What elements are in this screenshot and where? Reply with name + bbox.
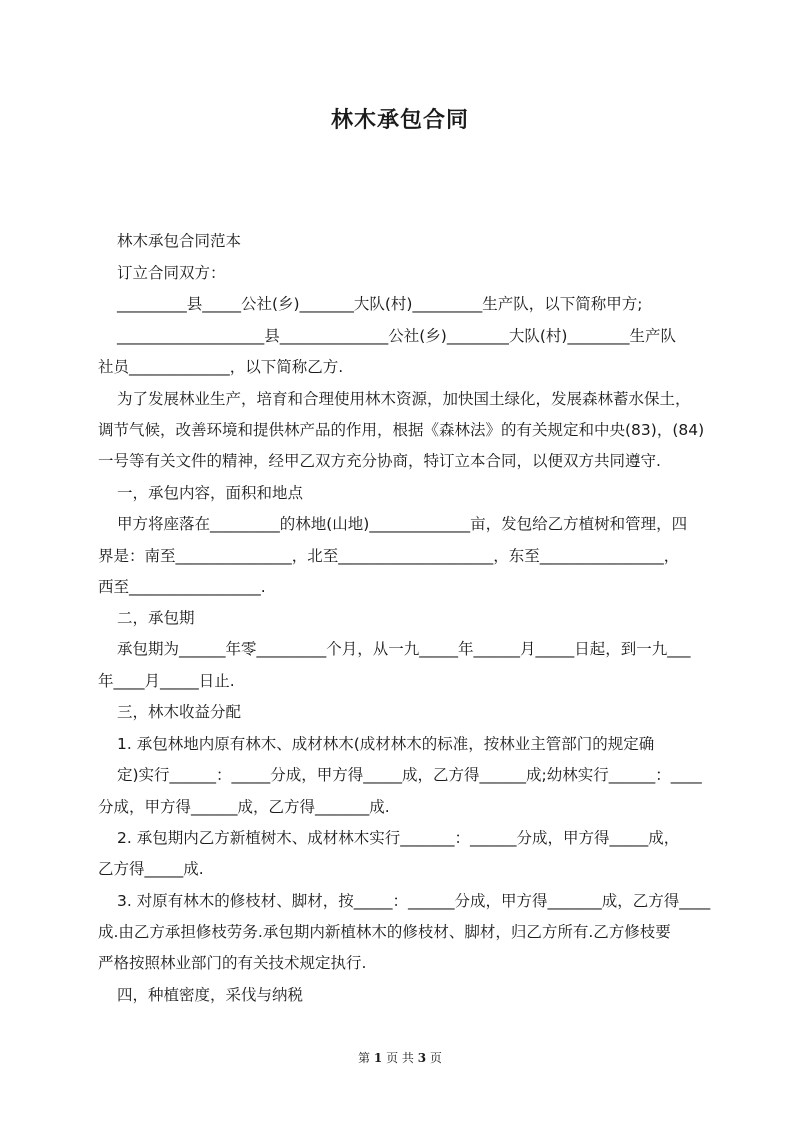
- paragraph-line: 1. 承包林地内原有林木、成材林木(成材林木的标准，按林业主管部门的规定确: [117, 735, 655, 753]
- section-heading: 二，承包期: [117, 609, 195, 627]
- footer-middle: 页 共: [386, 1051, 414, 1065]
- paragraph-line: 为了发展林业生产，培育和合理使用林木资源，加快国土绿化，发展森林蓄水保土，: [117, 390, 691, 408]
- section-heading: 一，承包内容，面积和地点: [117, 484, 304, 502]
- page-footer: [0, 1049, 800, 1066]
- paragraph-line: 严格按照林业部门的有关技术规定执行.: [98, 954, 367, 972]
- section-heading: 三，林木收益分配: [117, 703, 242, 721]
- paragraph-line: 调节气候，改善环境和提供林产品的作用，根据《森林法》的有关规定和中央(83)，(84): [98, 421, 705, 439]
- paragraph-line: 甲方将座落在_________的林地(山地)_____________亩，发包给乙方植树和管理，四: [117, 515, 688, 533]
- paragraph-line: 界是：南至_______________，北至____________________，东至________________，: [98, 547, 680, 565]
- paragraph-line: 3. 对原有林木的修枝材、脚材，按_____：______分成，甲方得_______成，乙方得____: [117, 892, 711, 910]
- paragraph-line: 乙方得_____成.: [98, 860, 204, 878]
- paragraph-line: 成.由乙方承担修枝劳务.承包期内新植林木的修枝材、脚材，归乙方所有.乙方修枝要: [98, 923, 671, 941]
- paragraph-line: 承包期为______年零_________个月，从一九_____年______月_____日起，到一九___: [117, 640, 691, 658]
- paragraph-line: 2. 承包期内乙方新植树木、成材林木实行_______：______分成，甲方得_____成，: [117, 829, 680, 847]
- paragraph-line: ___________________县______________公社(乡)________大队(村)________生产队: [117, 327, 676, 345]
- footer-suffix: 页: [429, 1051, 442, 1065]
- paragraph-line: 订立合同双方：: [117, 264, 226, 282]
- paragraph-line: 定)实行______：_____分成，甲方得_____成，乙方得______成;幼林实行______：____: [117, 766, 702, 784]
- footer-page-number: 1: [373, 1051, 383, 1065]
- paragraph-line: 社员_____________，以下简称乙方.: [98, 358, 344, 376]
- paragraph-line: 林木承包合同范本: [117, 232, 242, 250]
- paragraph-line: 西至_________________.: [98, 578, 266, 596]
- paragraph-line: 分成，甲方得______成，乙方得_______成.: [98, 798, 390, 816]
- paragraph-line: 一号等有关文件的精神，经甲乙双方充分协商，特订立本合同，以便双方共同遵守.: [98, 452, 661, 470]
- footer-prefix: 第: [358, 1051, 371, 1065]
- section-heading: 四，种植密度，采伐与纳税: [117, 986, 304, 1004]
- footer-total-pages: 3: [417, 1051, 427, 1065]
- document-title: 林木承包合同: [330, 108, 469, 133]
- paragraph-line: 年____月_____日止.: [98, 672, 235, 690]
- paragraph-line: _________县_____公社(乡)_______大队(村)_________生产队，以下简称甲方;: [117, 295, 643, 313]
